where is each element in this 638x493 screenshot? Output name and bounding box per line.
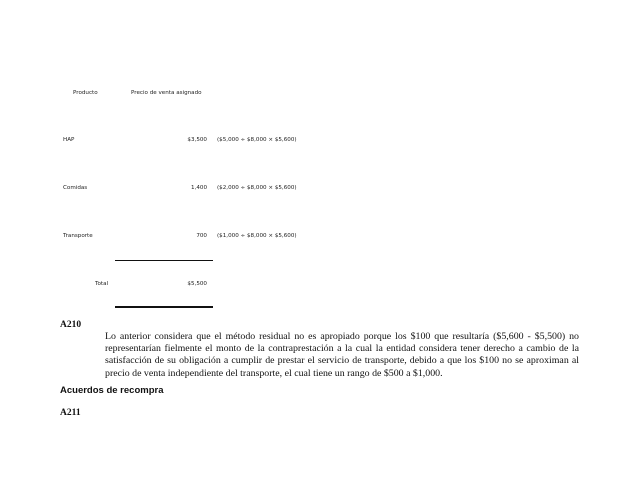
row-comidas-amount: 1,400 — [190, 185, 207, 191]
section-number-a210: A210 — [60, 320, 82, 330]
row-hap-product: HAP — [63, 137, 75, 143]
row-transporte-product: Transporte — [63, 233, 93, 239]
row-hap-formula: ($5,000 ÷ $8,000 × $5,600) — [217, 137, 297, 143]
total-label: Total — [95, 281, 109, 287]
row-transporte-formula: ($1,000 ÷ $8,000 × $5,600) — [217, 233, 297, 239]
row-comidas-formula: ($2,000 ÷ $8,000 × $5,600) — [217, 185, 297, 191]
paragraph-a210: Lo anterior considera que el método residual no es apropiado porque los $100 que resultaría ($5,600 - $5,500) no representarían fielmente el monto de la contraprestación a la cual la entidad considera tener derecho a cambio de la satisfacción de su obligación a cumplir de prestar el servicio de transporte, debido a que los $100 no se aproximan al precio de venta independiente del transporte, el cual tiene un rango de $500 a $1,000. — [105, 331, 579, 379]
row-hap-amount: $3,500 — [187, 137, 207, 143]
section-heading: Acuerdos de recompra — [60, 385, 164, 396]
subtotal-rule — [115, 260, 213, 261]
section-number-a211: A211 — [60, 408, 81, 418]
header-product: Producto — [73, 90, 98, 96]
total-rule — [115, 306, 213, 308]
row-comidas-product: Comidas — [63, 185, 88, 191]
header-price: Precio de venta asignado — [131, 90, 202, 96]
total-amount: $5,500 — [187, 281, 207, 287]
row-transporte-amount: 700 — [196, 233, 207, 239]
